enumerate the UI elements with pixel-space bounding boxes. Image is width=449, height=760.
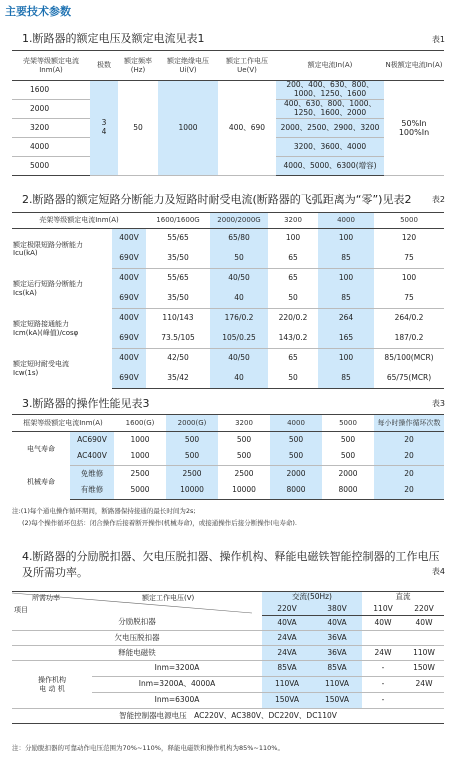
t3-h-2000: 2000(G) xyxy=(166,415,218,432)
t3-value: 20 xyxy=(374,449,444,466)
t4-value: 36VA xyxy=(312,631,362,646)
t2-voltage: 690V xyxy=(112,369,146,389)
t1-in: 3200、3600、4000 xyxy=(276,138,384,157)
t3-value: 500 xyxy=(218,449,270,466)
t1-inm: 4000 xyxy=(12,138,90,157)
t3-value: 500 xyxy=(166,432,218,449)
t1-h-nin: N极额定电流In(A) xyxy=(384,51,444,81)
t2-group-label: 额定运行短路分断能力 Ics(kA) xyxy=(13,280,83,297)
t2-h-5000: 5000 xyxy=(374,213,444,229)
t1-h-poles: 极数 xyxy=(90,51,118,81)
t2-value: 50 xyxy=(268,289,318,309)
t2-value: 85 xyxy=(318,369,374,389)
t4-item: 欠电压脱扣器 xyxy=(12,631,262,646)
t2-value: 120 xyxy=(401,233,417,243)
t1-inm: 1600 xyxy=(12,81,90,100)
t2-h-3200: 3200 xyxy=(268,213,318,229)
table-row xyxy=(12,631,444,646)
table3 xyxy=(12,414,444,500)
t3-h-1600: 1600(G) xyxy=(114,415,166,432)
t2-value: 85 xyxy=(318,249,374,269)
t3-value: 2000 xyxy=(270,466,322,483)
t3-h-3200: 3200 xyxy=(218,415,270,432)
t1-h-ui: 额定绝缘电压Ui(V) xyxy=(158,51,218,81)
table2 xyxy=(12,212,444,389)
t4-mech-key: Inm=3200A xyxy=(92,661,262,677)
table4-label: 表4 xyxy=(431,567,445,576)
table-row xyxy=(12,309,444,329)
t3-value: 5000 xyxy=(114,483,166,500)
t4-value: - xyxy=(362,677,404,693)
t3-value: 20 xyxy=(374,483,444,500)
t3-value: 8000 xyxy=(322,483,374,500)
t2-h-4000: 4000 xyxy=(318,213,374,229)
t2-value: 73.5/105 xyxy=(146,329,210,349)
table2-title: 2.断路器的额定短路分断能力及短路时耐受电流(断路器的飞弧距离为“零”)见表2 xyxy=(22,193,412,206)
t2-value: 105/0.25 xyxy=(210,329,268,349)
t1-nin: 50%In 100%In xyxy=(384,81,444,176)
t2-value: 65 xyxy=(288,273,298,283)
t4-mech-label: 操作机构 电 动 机 xyxy=(12,661,92,709)
t2-voltage: 690V xyxy=(112,289,146,309)
t2-h-1600: 1600/1600G xyxy=(146,213,210,229)
t3-row-key: 有维修 xyxy=(70,483,114,500)
t3-value: 20 xyxy=(374,466,444,483)
t2-voltage: 400V xyxy=(112,349,146,369)
t2-value: 55/65 xyxy=(167,273,189,283)
t3-value: 2500 xyxy=(130,468,150,478)
t3-h-4000: 4000 xyxy=(270,415,322,432)
t2-value: 176/0.2 xyxy=(210,309,268,329)
t2-value: 40 xyxy=(210,369,268,389)
table3-note-1: 注:(1)每个通电操作循环期间，断路器保持接通的最长时间为2s; xyxy=(12,507,196,515)
table-row xyxy=(12,661,444,677)
t3-value: 1000 xyxy=(130,434,150,444)
t4-h-ac: 交流(50Hz) xyxy=(262,592,362,604)
table-row xyxy=(12,483,444,500)
t2-value: 65 xyxy=(268,249,318,269)
t2-value: 35/50 xyxy=(146,289,210,309)
t4-value: 40VA xyxy=(262,616,312,631)
t1-ue: 400、690 xyxy=(218,81,276,176)
t4-value: - xyxy=(362,693,404,709)
t3-row-key: 免维修 xyxy=(70,466,114,483)
t2-value: 50 xyxy=(268,369,318,389)
t2-value: 143/0.2 xyxy=(268,329,318,349)
t2-value: 35/42 xyxy=(146,369,210,389)
t3-value: 2500 xyxy=(166,466,218,483)
t4-value: 110VA xyxy=(312,677,362,693)
t4-value: 85VA xyxy=(312,661,362,677)
t2-group-label: 额定短路接通能力 Icm(kA)(峰值)/cosφ xyxy=(13,320,79,337)
t1-h-in: 额定电流In(A) xyxy=(276,51,384,81)
t2-value: 75 xyxy=(374,289,444,309)
t3-row-key: AC400V xyxy=(70,449,114,466)
t2-value: 85 xyxy=(318,289,374,309)
t3-group-label: 机械寿命 xyxy=(27,478,55,487)
t4-value: 150VA xyxy=(312,693,362,709)
t1-inm: 5000 xyxy=(12,157,90,176)
t1-poles: 3 4 xyxy=(90,81,118,176)
t4-h-item: 项目 xyxy=(14,606,28,614)
table-row xyxy=(12,432,444,449)
t3-value: 500 xyxy=(236,434,252,444)
t2-value: 100 xyxy=(285,233,301,243)
t2-group-label: 额定极限短路分断能力 Icu(kA) xyxy=(13,240,83,257)
t2-value: 100 xyxy=(318,229,374,249)
t4-v-110dc: 110V xyxy=(362,604,404,616)
t4-value: 110VA xyxy=(262,677,312,693)
table4-diagonal-line xyxy=(12,591,252,615)
t1-in: 400、630、800、1000、1250、1600、2000 xyxy=(276,100,384,119)
t1-in: 4000、5000、6300(增容) xyxy=(276,157,384,176)
t1-h-ue: 额定工作电压Ue(V) xyxy=(218,51,276,81)
t2-voltage: 690V xyxy=(112,249,146,269)
table4-title: 4.断路器的分励脱扣器、欠电压脱扣器、操作机构、释能电磁铁智能控制器的工作电压 xyxy=(22,550,440,563)
t4-h-power: 所需功率 xyxy=(32,594,60,602)
t2-value: 65/80 xyxy=(210,229,268,249)
t4-value: 40VA xyxy=(312,616,362,631)
t3-value: 1000 xyxy=(114,449,166,466)
t2-value: 35/50 xyxy=(146,249,210,269)
t3-value: 500 xyxy=(340,434,356,444)
t1-h-inm: 壳架等级额定电流Inm(A) xyxy=(12,51,90,81)
t3-value: 20 xyxy=(374,432,444,449)
t3-h-inm: 框架等级额定电流Inm(A) xyxy=(12,415,114,432)
t2-voltage: 400V xyxy=(112,309,146,329)
t2-value: 65 xyxy=(288,353,298,363)
t4-value xyxy=(404,693,444,709)
t2-group-label: 额定短时耐受电流 Icw(1s) xyxy=(13,360,69,377)
t2-voltage: 690V xyxy=(112,329,146,349)
t3-value: 8000 xyxy=(270,483,322,500)
t1-freq: 50 xyxy=(118,81,158,176)
t3-row-key: AC690V xyxy=(70,432,114,449)
t3-h-5000: 5000 xyxy=(322,415,374,432)
t4-value: 40W xyxy=(362,616,404,631)
t4-h-dc: 直流 xyxy=(362,592,444,604)
table-row xyxy=(12,449,444,466)
table-row xyxy=(12,349,444,369)
t4-item: 分励脱扣器 xyxy=(12,616,262,631)
table4-title-line2: 及所需功率。 xyxy=(22,566,88,579)
t2-value: 264/0.2 xyxy=(394,313,424,323)
t4-value xyxy=(362,631,404,646)
t2-value: 55/65 xyxy=(167,233,189,243)
t4-value: - xyxy=(362,661,404,677)
table1-label: 表1 xyxy=(431,35,445,44)
t1-h-freq: 额定频率(Hz) xyxy=(118,51,158,81)
table4-note: 注：分励脱扣器的可靠动作电压范围为70%~110%，释能电磁铁和操作机构为85%~110%。 xyxy=(12,744,284,752)
t4-item: 释能电磁铁 xyxy=(12,646,262,661)
t2-value: 220/0.2 xyxy=(278,313,308,323)
table1-title: 1.断路器的额定电压及额定电流见表1 xyxy=(22,32,205,45)
t3-value: 500 xyxy=(166,449,218,466)
t3-value: 500 xyxy=(270,432,322,449)
t4-value: 40W xyxy=(404,616,444,631)
t4-value: 24VA xyxy=(262,631,312,646)
t4-value: 24W xyxy=(362,646,404,661)
table1 xyxy=(12,50,444,176)
table3-note-2: (2)每个操作循环包括：闭合操作后接着断开操作(机械寿命)，或接通操作后接分断操作(电寿命). xyxy=(22,519,297,527)
t2-voltage: 400V xyxy=(112,229,146,249)
table3-label: 表3 xyxy=(431,399,445,408)
t3-value: 2000 xyxy=(338,468,358,478)
t2-value: 40/50 xyxy=(210,349,268,369)
t3-value: 500 xyxy=(270,449,322,466)
table-row xyxy=(12,269,444,289)
t2-voltage: 400V xyxy=(112,269,146,289)
t2-value: 100 xyxy=(318,349,374,369)
t3-value: 2500 xyxy=(234,468,254,478)
t2-value: 264 xyxy=(318,309,374,329)
t1-inm: 3200 xyxy=(12,119,90,138)
table3-title: 3.断路器的操作性能见表3 xyxy=(22,397,150,410)
t1-ui: 1000 xyxy=(158,81,218,176)
t4-value: 36VA xyxy=(312,646,362,661)
table-row xyxy=(12,646,444,661)
t4-mech-key: Inm=3200A、4000A xyxy=(92,677,262,693)
t4-v-220dc: 220V xyxy=(404,604,444,616)
t4-mech-key: Inm=6300A xyxy=(92,693,262,709)
t4-v-220ac: 220V xyxy=(262,604,312,616)
t2-value: 165 xyxy=(318,329,374,349)
t2-value: 100 xyxy=(401,273,417,283)
main-title: 主要技术参数 xyxy=(5,5,71,18)
table-row xyxy=(12,616,444,631)
t4-value: 24W xyxy=(404,677,444,693)
table-row xyxy=(12,466,444,483)
t2-value: 50 xyxy=(210,249,268,269)
t4-value: 110W xyxy=(404,646,444,661)
t2-value: 75 xyxy=(374,249,444,269)
t2-value: 187/0.2 xyxy=(374,329,444,349)
t2-value: 42/50 xyxy=(167,353,189,363)
t2-h-2000: 2000/2000G xyxy=(210,213,268,229)
t2-value: 40/50 xyxy=(210,269,268,289)
t4-value: 85VA xyxy=(262,661,312,677)
t2-value: 65/75(MCR) xyxy=(374,369,444,389)
t1-in: 200、400、630、800、1000、1250、1600 xyxy=(276,81,384,100)
t4-value: 150VA xyxy=(262,693,312,709)
t2-value: 110/143 xyxy=(162,313,194,323)
table-row xyxy=(12,229,444,249)
t3-h-cycles: 每小时操作循环次数 xyxy=(374,415,444,432)
t4-value xyxy=(404,631,444,646)
t2-h-inm: 壳架等级额定电流Inm(A) xyxy=(12,213,146,229)
t1-inm: 2000 xyxy=(12,100,90,119)
t3-value: 10000 xyxy=(218,483,270,500)
t3-value: 10000 xyxy=(166,483,218,500)
t4-value: 150W xyxy=(404,661,444,677)
t4-v-380ac: 380V xyxy=(312,604,362,616)
t4-h-voltage: 额定工作电压(V) xyxy=(142,594,195,602)
t4-value: 24VA xyxy=(262,646,312,661)
t1-in: 2000、2500、2900、3200 xyxy=(276,119,384,138)
t2-value: 40 xyxy=(210,289,268,309)
t2-value: 85/100(MCR) xyxy=(384,353,434,363)
t3-group-label: 电气寿命 xyxy=(27,444,55,453)
table2-label: 表2 xyxy=(431,195,445,204)
t2-value: 100 xyxy=(318,269,374,289)
t3-value: 500 xyxy=(322,449,374,466)
t4-smart-controller: 智能控制器电源电压 AC220V、AC380V、DC220V、DC110V xyxy=(12,709,444,724)
